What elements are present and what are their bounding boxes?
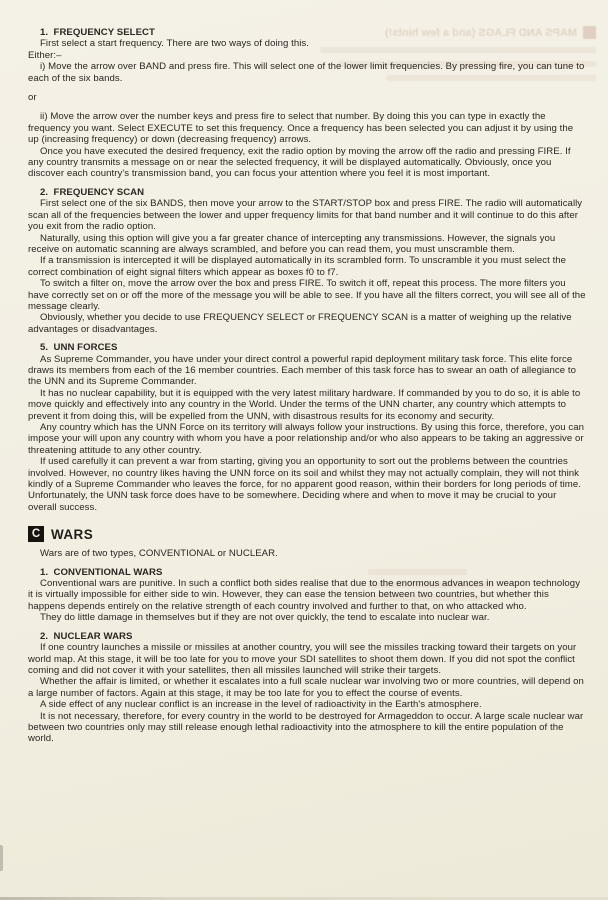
paragraph: If one country launches a missile or missiles at another country, you will see the missiles tracking toward their targets on your world map. At this stage, it will be too late for you to move your SDI satellites to shoot them down. If you did not spot the conflict coming and did not cover it with your satellites, then all missiles launched will strike their targets. — [28, 642, 577, 676]
paragraph: i) Move the arrow over BAND and press fire. This will select one of the lower limit frequencies. By pressing fire, you can tune to each of the six bands. — [28, 61, 585, 84]
paragraph: Obviously, whether you decide to use FREQUENCY SELECT or FREQUENCY SCAN is a matter of weighing up the relative advantages or disadvantages. — [28, 312, 572, 335]
paragraph: Once you have executed the desired frequency, exit the radio option by moving the arrow off the radio and pressing FIRE. If any country transmits a message on or near the selected frequency, it will be displayed automatically. Obviously, once you discover each country's transmission band, you can focus your attention where you feel it is most important. — [28, 145, 571, 180]
paragraph: First select a start frequency. There are two ways of doing this. — [40, 38, 309, 50]
section-title: WARS — [51, 526, 94, 542]
section-letter-heading — [28, 526, 586, 542]
paragraph: If used carefully it can prevent a war from starting, giving you an opportunity to sort out the problems between the countries involved. However, no country likes having the UNN force on its soil and whilst they may not actually complain, they will not think kindly of a Supreme Commander who leaves the force, for no apparent good reason, within their borders for long periods of time. Unfortunately, the UNN task force does have to be somewhere. Deciding where and when to move it may be crucial to your overall success. — [28, 456, 581, 513]
paragraph: ii) Move the arrow over the number keys and press fire to select that number. By doing this you can type in exactly the frequency you want. Select EXECUTE to set this frequency. Once a frequency has been selected you can adjust it by using the up (increasing frequency) or down (decreasing frequency) arrows. — [28, 111, 574, 146]
paragraph: Wars are of two types, CONVENTIONAL or NUCLEAR. — [40, 548, 278, 560]
paragraph: To switch a filter on, move the arrow over the box and press FIRE. To switch it off, repeat this process. The more filters you have correctly set on or off the more of the message you will be able to see. If you have all the filters correct, you will see all of the message clearly. — [28, 278, 586, 312]
paragraph: Naturally, using this option will give you a far greater chance of intercepting any transmissions. However, the signals you receive on automatic scanning are always scrambled, and before you can read them, you must unscramble them. — [28, 232, 556, 255]
paragraph: First select one of the six BANDS, then move your arrow to the START/STOP box and press FIRE. The radio will automatically scan all of the frequencies between the lower and upper frequency limits for that band number and it will continue to do this after you exit from the radio option. — [28, 198, 583, 233]
paragraph: If a transmission is intercepted it will be displayed automatically in its scrambled form. To unscramble it you must select the correct combination of eight signal filters which appear as boxes f0 to f7. — [28, 255, 567, 278]
section-heading: 1. FREQUENCY SELECT — [40, 27, 155, 38]
section-letter-badge: C — [28, 526, 44, 542]
paragraph: As Supreme Commander, you have under your direct control a powerful rapid deployment military task force. This elite force draws its members from each of the 16 member countries. Each member of this task force has to swear an oath of allegiance to the UNN and its Supreme Commander. — [28, 353, 576, 388]
section-heading: 2. NUCLEAR WARS — [40, 630, 133, 642]
paragraph: Any country which has the UNN Force on its territory will always follow your instructions. By using this force, therefore, you can impose your will upon any country with whom you have a poor relationship and/or who also appears to be taking an aggressive or threatening attitude to any other country. — [28, 422, 584, 456]
bleedthrough-heading-text: MAPS AND FLAGS (and a few hints!) — [384, 26, 577, 39]
section-heading: 5. UNN FORCES — [40, 342, 118, 354]
paragraph: Whether the affair is limited, or whether it escalates into a full scale nuclear war involving two or more countries, will depend on a large number of factors. Again at this stage, it may be too late for you to effect the course of events. — [28, 676, 584, 699]
section-heading: 1. CONVENTIONAL WARS — [40, 566, 163, 578]
paragraph: It is not necessary, therefore, for every country in the world to be destroyed for Armageddon to occur. A large scale nuclear war between two countries only may still release enough lethal radioactivity into the atmosphere to kill the entire population of the world. — [28, 710, 584, 745]
section-heading: 2. FREQUENCY SCAN — [40, 186, 145, 198]
paragraph: It has no nuclear capability, but it is equipped with the very latest military hardware. If commanded by you to do so, it is able to move quickly and effectively into any country in the World. Under the terms of the UNN charter, any country which attempts to prevent it from doing this, will be expelled from the UNN, with disastrous results for its economy and security. — [28, 387, 581, 422]
plain-line: or — [28, 92, 37, 104]
paragraph: A side effect of any nuclear conflict is an increase in the level of radioactivity in the Earth's atmosphere. — [40, 699, 482, 711]
paragraph: Conventional wars are punitive. In such a conflict both sides realise that due to the enormous advances in weapon technology it is virtually impossible for either side to win. However, they can ease the tension between two countries, but whether this happens depends entirely on the relative strength of each country involved and further to that, on who attacked who. — [28, 578, 581, 612]
paragraph: They do little damage in themselves but if they are not over quickly, the tend to escalate into nuclear war. — [40, 612, 490, 624]
content — [28, 27, 586, 745]
paper-edge-mark — [0, 845, 3, 871]
plain-line: Either:– — [28, 49, 62, 61]
